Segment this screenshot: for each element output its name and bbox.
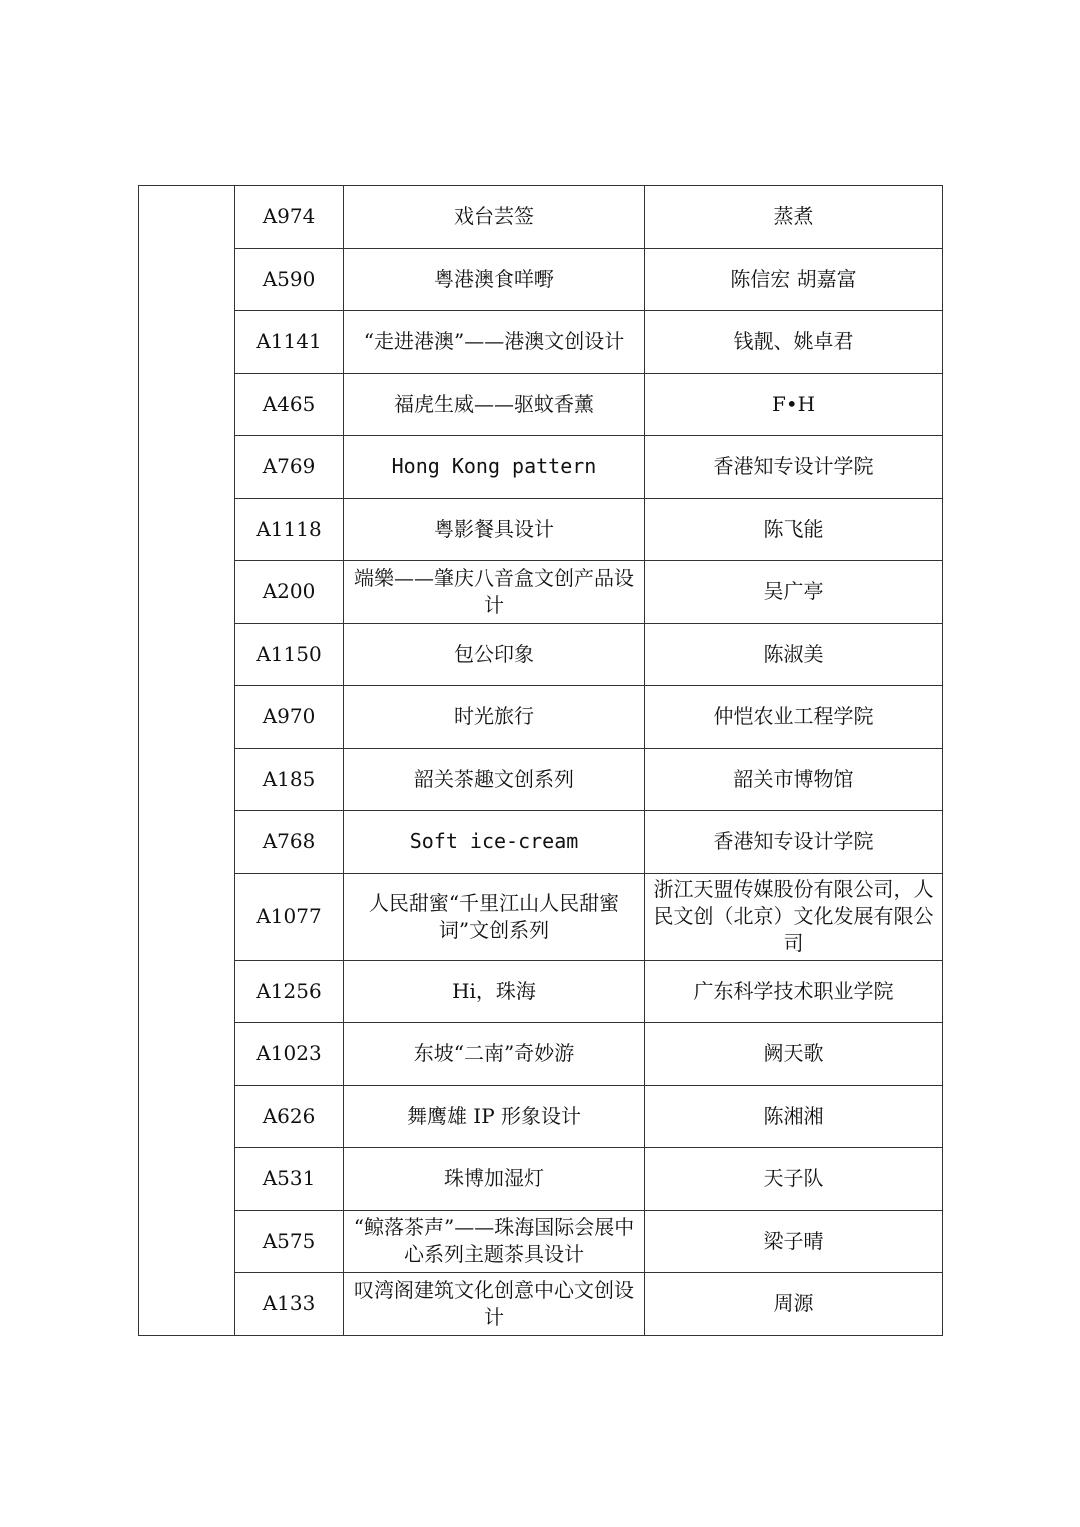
- table-row: [139, 311, 943, 374]
- entry-author: 陈湘湘: [645, 1085, 943, 1148]
- entry-id: A465: [235, 373, 344, 436]
- table-row: [139, 436, 943, 499]
- entry-id: A200: [235, 561, 344, 624]
- entry-title: 韶关茶趣文创系列: [344, 748, 645, 811]
- entry-author: 阙天歌: [645, 1023, 943, 1086]
- table-row: [139, 811, 943, 874]
- entry-id: A1023: [235, 1023, 344, 1086]
- entry-author: 梁子晴: [645, 1210, 943, 1273]
- entry-id: A1077: [235, 873, 344, 960]
- table-row: [139, 1148, 943, 1211]
- entry-id: A1141: [235, 311, 344, 374]
- table-row: [139, 1023, 943, 1086]
- entry-title: Hong Kong pattern: [344, 436, 645, 499]
- entry-id: A974: [235, 186, 344, 249]
- entry-author: 香港知专设计学院: [645, 811, 943, 874]
- table-row: [139, 373, 943, 436]
- entry-author: 周源: [645, 1273, 943, 1336]
- entry-title: 舞鹰雄 IP 形象设计: [344, 1085, 645, 1148]
- category-group-cell: [139, 186, 235, 1336]
- entry-id: A768: [235, 811, 344, 874]
- table-row: [139, 1273, 943, 1336]
- table-row: [139, 561, 943, 624]
- table-row: [139, 960, 943, 1023]
- entry-id: A1150: [235, 623, 344, 686]
- entry-author: 浙江天盟传媒股份有限公司，人民文创（北京）文化发展有限公司: [645, 873, 943, 960]
- entry-author: 香港知专设计学院: [645, 436, 943, 499]
- entry-title: Hi，珠海: [344, 960, 645, 1023]
- award-list-table: [138, 185, 943, 1336]
- entry-title: 端樂——肇庆八音盒文创产品设计: [344, 561, 645, 624]
- entry-author: 钱靓、姚卓君: [645, 311, 943, 374]
- table-row: [139, 498, 943, 561]
- entry-author: 吴广亭: [645, 561, 943, 624]
- entry-id: A1256: [235, 960, 344, 1023]
- entry-id: A590: [235, 248, 344, 311]
- entry-title: 粤港澳食咩嘢: [344, 248, 645, 311]
- entry-author: 天子队: [645, 1148, 943, 1211]
- entry-title: 戏台芸签: [344, 186, 645, 249]
- entry-title: 叹湾阁建筑文化创意中心文创设计: [344, 1273, 645, 1336]
- entry-title: 粤影餐具设计: [344, 498, 645, 561]
- entry-author: 韶关市博物馆: [645, 748, 943, 811]
- entry-id: A970: [235, 686, 344, 749]
- entry-author: 蒸煮: [645, 186, 943, 249]
- entry-title: 福虎生威——驱蚊香薰: [344, 373, 645, 436]
- entry-author: F•H: [645, 373, 943, 436]
- table-row: [139, 748, 943, 811]
- entry-id: A185: [235, 748, 344, 811]
- entry-id: A531: [235, 1148, 344, 1211]
- entry-author: 陈信宏 胡嘉富: [645, 248, 943, 311]
- entry-id: A1118: [235, 498, 344, 561]
- entry-id: A575: [235, 1210, 344, 1273]
- table-row: [139, 186, 943, 249]
- entry-title: “走进港澳”——港澳文创设计: [344, 311, 645, 374]
- table-row: [139, 873, 943, 960]
- entry-title: 包公印象: [344, 623, 645, 686]
- entry-title: 人民甜蜜“千里江山人民甜蜜词”文创系列: [344, 873, 645, 960]
- table-row: [139, 1085, 943, 1148]
- entry-id: A769: [235, 436, 344, 499]
- entry-id: A626: [235, 1085, 344, 1148]
- table-row: [139, 686, 943, 749]
- entry-author: 陈淑美: [645, 623, 943, 686]
- table-row: [139, 248, 943, 311]
- entry-author: 广东科学技术职业学院: [645, 960, 943, 1023]
- entry-title: 东坡“二南”奇妙游: [344, 1023, 645, 1086]
- entry-author: 仲恺农业工程学院: [645, 686, 943, 749]
- entry-title: “鲸落茶声”——珠海国际会展中心系列主题茶具设计: [344, 1210, 645, 1273]
- entry-title: 时光旅行: [344, 686, 645, 749]
- entry-author: 陈飞能: [645, 498, 943, 561]
- table-row: [139, 1210, 943, 1273]
- entry-id: A133: [235, 1273, 344, 1336]
- entry-title: 珠博加湿灯: [344, 1148, 645, 1211]
- table-row: [139, 623, 943, 686]
- entry-title: Soft ice-cream: [344, 811, 645, 874]
